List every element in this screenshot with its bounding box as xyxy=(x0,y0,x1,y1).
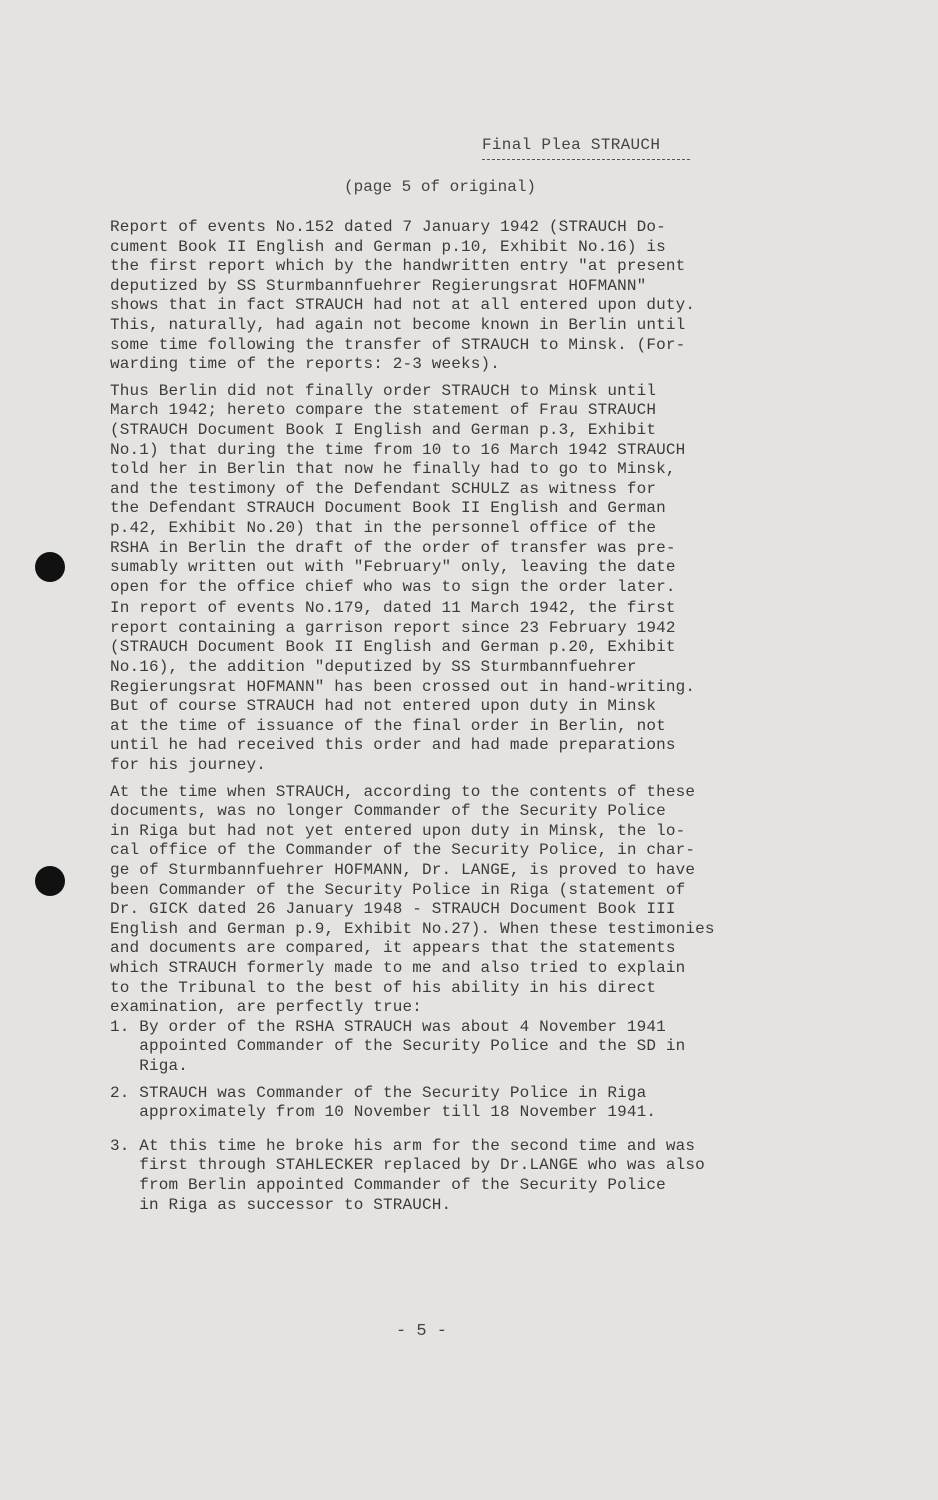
numbered-item-3 xyxy=(110,1137,830,1215)
text-line: Report of events No.152 dated 7 January 1942 (STRAUCH Do- xyxy=(110,218,666,236)
text-line: documents, was no longer Commander of the Security Police xyxy=(110,802,666,821)
text-line: and documents are compared, it appears that the statements xyxy=(110,939,676,958)
header-underline xyxy=(482,159,690,160)
text-line: sumably written out with "February" only, leaving the date xyxy=(110,558,676,577)
text-line: This, naturally, had again not become known in Berlin until xyxy=(110,315,686,334)
document-body xyxy=(110,218,830,1215)
text-line: No.1) that during the time from 10 to 16 March 1942 STRAUCH xyxy=(110,440,686,459)
text-line: Dr. GICK dated 26 January 1948 - STRAUCH Document Book III xyxy=(110,900,676,919)
text-line: p.42, Exhibit No.20) that in the personnel office of the xyxy=(110,518,657,537)
text-line: some time following the transfer of STRAUCH to Minsk. (For- xyxy=(110,335,686,354)
paragraph-3 xyxy=(110,599,830,775)
text-line: At the time when STRAUCH, according to the contents of these xyxy=(110,782,696,801)
text-line: appointed Commander of the Security Police and the SD in xyxy=(110,1037,686,1056)
text-line: told her in Berlin that now he finally had to go to Minsk, xyxy=(110,460,676,479)
text-line: the first report which by the handwritten entry "at present xyxy=(110,257,686,276)
text-line: Regierungsrat HOFMANN" has been crossed out in hand-writing. xyxy=(110,677,696,696)
text-line: in Riga as successor to STRAUCH. xyxy=(110,1195,452,1214)
document-header: Final Plea STRAUCH xyxy=(482,136,661,154)
page-number: - 5 - xyxy=(396,1322,448,1341)
text-line: for his journey. xyxy=(110,756,267,775)
text-line: warding time of the reports: 2-3 weeks). xyxy=(110,355,501,374)
text-line: from Berlin appointed Commander of the Security Police xyxy=(110,1175,666,1194)
paragraph-4 xyxy=(110,783,830,1018)
text-line: deputized by SS Sturmbannfuehrer Regierungsrat HOFMANN" xyxy=(110,276,647,295)
text-line: shows that in fact STRAUCH had not at all entered upon duty. xyxy=(110,296,696,315)
paragraph-gap xyxy=(110,1123,830,1130)
paragraph-gap xyxy=(110,1077,830,1084)
text-line: approximately from 10 November till 18 November 1941. xyxy=(110,1103,657,1122)
text-line: RSHA in Berlin the draft of the order of transfer was pre- xyxy=(110,538,676,557)
text-line: been Commander of the Security Police in Riga (statement of xyxy=(110,880,686,899)
text-line: No.16), the addition "deputized by SS Sturmbannfuehrer xyxy=(110,658,637,677)
text-line: 2. STRAUCH was Commander of the Security Police in Riga xyxy=(110,1083,647,1102)
text-line: cument Book II English and German p.10, Exhibit No.16) is xyxy=(110,237,666,256)
paragraph-gap xyxy=(110,776,830,783)
numbered-item-1 xyxy=(110,1018,830,1077)
text-line: English and German p.9, Exhibit No.27). When these testimonies xyxy=(110,919,715,938)
text-line: until he had received this order and had made preparations xyxy=(110,736,676,755)
paragraph-gap xyxy=(110,1130,830,1137)
text-line: which STRAUCH formerly made to me and also tried to explain xyxy=(110,958,686,977)
text-line: (STRAUCH Document Book I English and German p.3, Exhibit xyxy=(110,420,657,439)
text-line: (STRAUCH Document Book II English and German p.20, Exhibit xyxy=(110,638,676,657)
text-line: and the testimony of the Defendant SCHULZ as witness for xyxy=(110,479,657,498)
page-reference: (page 5 of original) xyxy=(344,178,537,196)
text-line: at the time of issuance of the final order in Berlin, not xyxy=(110,716,666,735)
text-line: 3. At this time he broke his arm for the second time and was xyxy=(110,1136,696,1155)
punch-hole-icon xyxy=(35,552,65,582)
text-line: in Riga but had not yet entered upon duty in Minsk, the lo- xyxy=(110,821,686,840)
text-line: ge of Sturmbannfuehrer HOFMANN, Dr. LANGE, is proved to have xyxy=(110,861,696,879)
text-line: But of course STRAUCH had not entered upon duty in Minsk xyxy=(110,697,657,716)
text-line: examination, are perfectly true: xyxy=(110,998,423,1017)
punch-hole-icon xyxy=(35,866,65,896)
paragraph-gap xyxy=(110,375,830,382)
text-line: Thus Berlin did not finally order STRAUCH to Minsk until xyxy=(110,381,657,400)
text-line: the Defendant STRAUCH Document Book II English and German xyxy=(110,499,666,518)
paragraph-1 xyxy=(110,218,830,375)
text-line: to the Tribunal to the best of his ability in his direct xyxy=(110,978,657,997)
paragraph-2 xyxy=(110,382,830,598)
text-line: first through STAHLECKER replaced by Dr.LANGE who was also xyxy=(110,1156,705,1175)
text-line: report containing a garrison report since 23 February 1942 xyxy=(110,618,676,637)
text-line: March 1942; hereto compare the statement of Frau STRAUCH xyxy=(110,401,657,420)
text-line: open for the office chief who was to sign the order later. xyxy=(110,577,676,596)
text-line: Riga. xyxy=(110,1056,189,1075)
text-line: cal office of the Commander of the Security Police, in char- xyxy=(110,841,696,860)
text-line: 1. By order of the RSHA STRAUCH was about 4 November 1941 xyxy=(110,1017,666,1036)
numbered-item-2 xyxy=(110,1084,830,1123)
text-line: In report of events No.179, dated 11 March 1942, the first xyxy=(110,599,676,618)
